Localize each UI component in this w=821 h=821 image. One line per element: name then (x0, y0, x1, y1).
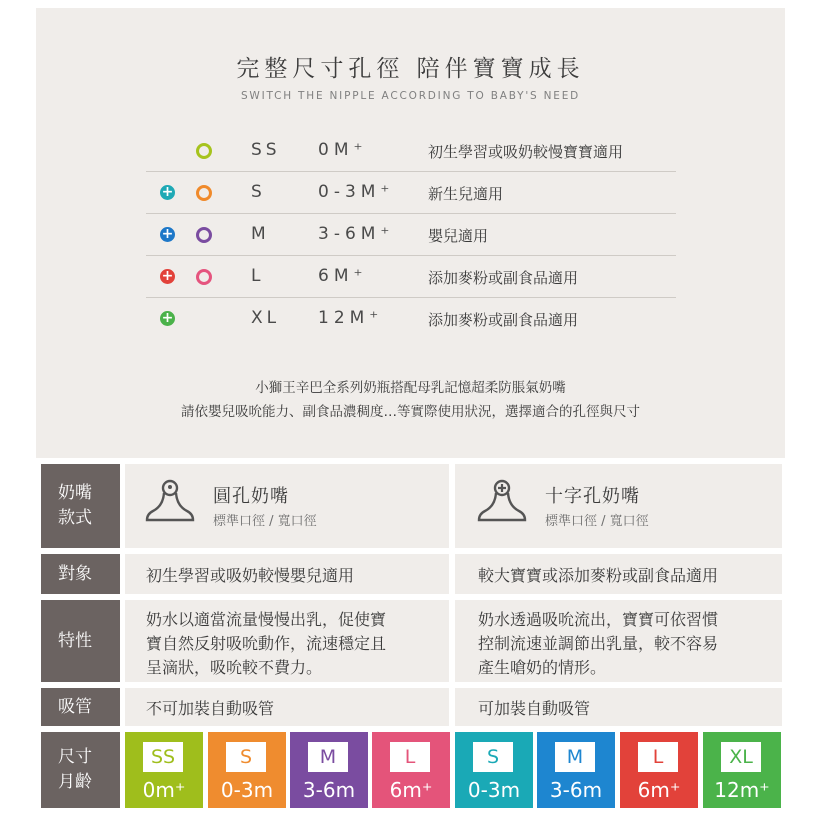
size-desc: 添加麥粉或副食品適用 (428, 311, 579, 329)
size-row (36, 172, 785, 214)
round-nipple-cell (125, 464, 449, 548)
tile-age: 3-6m (549, 778, 603, 802)
tile-size: L (638, 742, 678, 772)
cross-size-tile (703, 732, 781, 808)
cross-nipple-sub: 標準口徑 / 寬口徑 (545, 514, 649, 529)
size-age: 0-3M⁺ (318, 182, 395, 202)
size-desc: 添加麥粉或副食品適用 (428, 269, 579, 287)
tile-size: XL (721, 742, 761, 772)
label-size-age: 尺寸 月齡 (41, 732, 120, 808)
size-age: 0M⁺ (318, 140, 368, 160)
ring-icon (196, 269, 212, 285)
tile-age: 6m⁺ (389, 778, 433, 802)
cross-size-tile (620, 732, 698, 808)
product-note: 小獅王辛巴全系列奶瓶搭配母乳記憶超柔防脹氣奶嘴 (255, 380, 566, 396)
plus-icon: + (161, 310, 174, 326)
round-nipple-title: 圓孔奶嘴 (213, 486, 289, 507)
page-title: 完整尺寸孔徑 陪伴寶寶成長 (236, 56, 585, 82)
size-guide-panel (36, 8, 785, 458)
cross-feature: 奶水透過吸吮流出，寶寶可依習慣 控制流速並調節出乳量，較不容易 產生嗆奶的情形。 (455, 600, 782, 682)
size-code: S (251, 182, 266, 202)
plus-icon: + (161, 184, 174, 200)
size-desc: 初生學習或吸奶較慢寶寶適用 (428, 143, 624, 161)
cross-size-tile (455, 732, 533, 808)
round-size-tile (208, 732, 286, 808)
plus-icon: + (161, 226, 174, 242)
size-code: XL (251, 308, 281, 328)
size-code: L (251, 266, 265, 286)
label-feature: 特性 (41, 600, 120, 682)
usage-note: 請依嬰兒吸吮能力、副食品濃稠度…等實際使用狀況，選擇適合的孔徑與尺寸 (181, 404, 640, 420)
plus-icon: + (161, 268, 174, 284)
size-age: 6M⁺ (318, 266, 368, 286)
tile-age: 12m⁺ (714, 778, 770, 802)
tile-size: S (226, 742, 266, 772)
tile-size: SS (143, 742, 183, 772)
page-subtitle: SWITCH THE NIPPLE ACCORDING TO BABY'S NEED (240, 90, 581, 102)
cross-size-tile (537, 732, 615, 808)
tile-size: M (555, 742, 595, 772)
round-straw: 不可加裝自動吸管 (125, 688, 449, 726)
cross-target: 較大寶寶或添加麥粉或副食品適用 (455, 554, 782, 594)
size-row (36, 298, 785, 340)
size-row (36, 256, 785, 298)
size-age: 12M⁺ (318, 308, 384, 328)
cross-nipple-cell (455, 464, 782, 548)
size-row (36, 214, 785, 256)
round-size-tile (372, 732, 450, 808)
round-size-tile (290, 732, 368, 808)
cross-nipple-icon (477, 478, 527, 528)
tile-size: L (390, 742, 430, 772)
round-target: 初生學習或吸奶較慢嬰兒適用 (125, 554, 449, 594)
tile-age: 0-3m (467, 778, 521, 802)
ring-icon (196, 143, 212, 159)
ring-icon (196, 185, 212, 201)
ring-icon (196, 227, 212, 243)
size-desc: 新生兒適用 (428, 185, 504, 203)
round-nipple-icon (145, 478, 195, 528)
label-style: 奶嘴 款式 (41, 464, 120, 548)
tile-age: 3-6m (302, 778, 356, 802)
round-feature: 奶水以適當流量慢慢出乳，促使寶 寶自然反射吸吮動作，流速穩定且 呈滴狀，吸吮較不費力。 (125, 600, 449, 682)
cross-nipple-title: 十字孔奶嘴 (545, 486, 640, 507)
tile-age: 0-3m (220, 778, 274, 802)
size-code: M (251, 224, 270, 244)
size-code: SS (251, 140, 281, 160)
tile-size: S (473, 742, 513, 772)
round-size-tile (125, 732, 203, 808)
size-desc: 嬰兒適用 (428, 227, 489, 245)
size-age: 3-6M⁺ (318, 224, 395, 244)
label-target: 對象 (41, 554, 120, 594)
cross-straw: 可加裝自動吸管 (455, 688, 782, 726)
tile-age: 6m⁺ (637, 778, 681, 802)
label-straw: 吸管 (41, 688, 120, 726)
tile-size: M (308, 742, 348, 772)
size-row (36, 130, 785, 172)
tile-age: 0m⁺ (142, 778, 186, 802)
round-nipple-sub: 標準口徑 / 寬口徑 (213, 514, 317, 529)
